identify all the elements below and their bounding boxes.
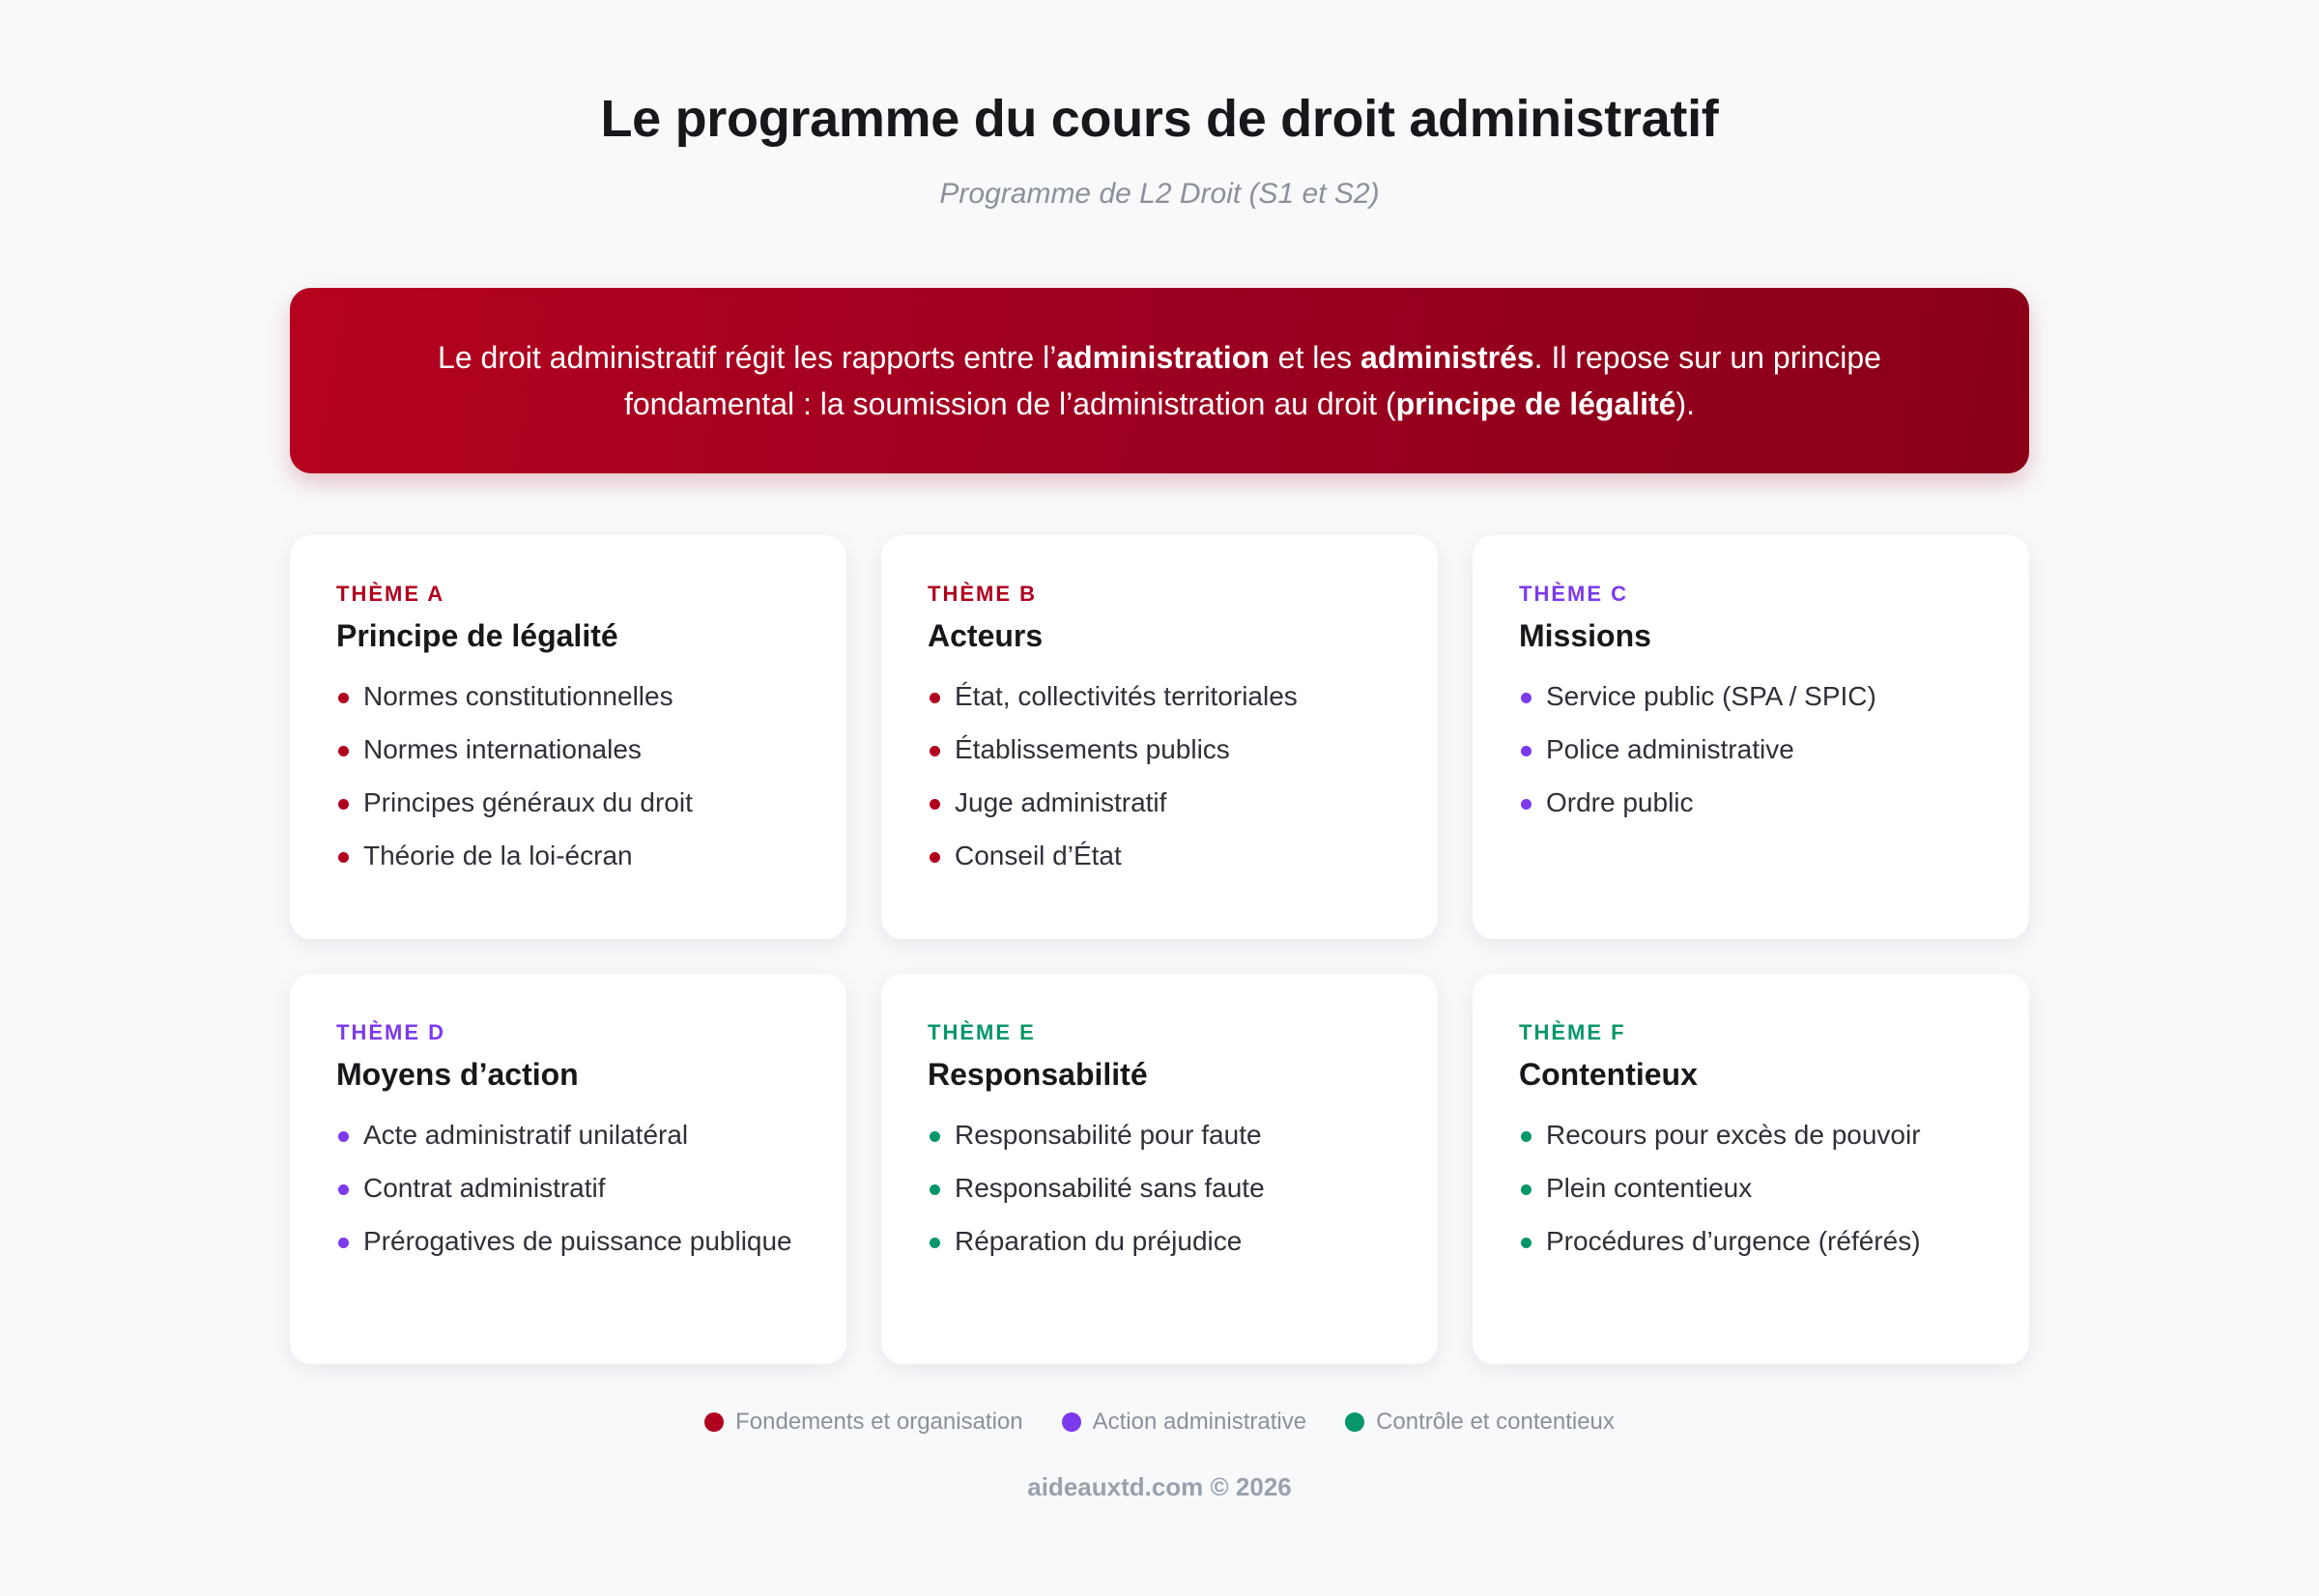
- theme-card-b: [881, 535, 1438, 939]
- theme-items: [1519, 677, 1985, 822]
- list-item-label: Normes constitutionnelles: [363, 681, 673, 711]
- bullet-dot-icon: [1521, 1131, 1532, 1142]
- theme-title: Missions: [1519, 618, 1651, 653]
- legend: [0, 1409, 2319, 1436]
- legend-label: Action administrative: [1092, 1409, 1307, 1435]
- bullet-dot-icon: [338, 746, 349, 756]
- bullet-dot-icon: [1521, 799, 1532, 810]
- theme-title: Moyens d’action: [336, 1057, 579, 1092]
- list-item-label: Réparation du préjudice: [955, 1226, 1243, 1256]
- footer-credit: aideauxtd.com © 2026: [1027, 1472, 1292, 1501]
- bullet-dot-icon: [338, 852, 349, 863]
- list-item-label: Principes généraux du droit: [363, 787, 693, 817]
- theme-tag: THÈME F: [1519, 1020, 1626, 1044]
- legend-dot-icon: [1062, 1412, 1081, 1432]
- legend-item: [1345, 1409, 1615, 1436]
- theme-items: [1519, 1116, 1985, 1261]
- list-item: [336, 1169, 802, 1208]
- intro-text-bold: administration: [1056, 340, 1270, 375]
- theme-tag: THÈME C: [1519, 582, 1628, 606]
- page-title: Le programme du cours de droit administratif: [600, 90, 1719, 148]
- list-item: [1519, 1116, 1985, 1154]
- themes-grid: [290, 535, 2029, 1364]
- bullet-dot-icon: [930, 1238, 940, 1248]
- list-item: [336, 784, 802, 822]
- list-item-label: Responsabilité sans faute: [955, 1173, 1265, 1203]
- list-item: [928, 837, 1393, 875]
- theme-items: [336, 677, 802, 875]
- theme-card-f: [1473, 974, 2029, 1364]
- list-item: [336, 1116, 802, 1154]
- list-item: [928, 1169, 1393, 1208]
- intro-text-bold: administrés: [1360, 340, 1534, 375]
- list-item-label: Contrat administratif: [363, 1173, 606, 1203]
- list-item-label: État, collectivités territoriales: [955, 681, 1298, 711]
- list-item: [928, 784, 1393, 822]
- list-item: [1519, 1169, 1985, 1208]
- bullet-dot-icon: [1521, 1238, 1532, 1248]
- list-item: [336, 837, 802, 875]
- theme-title: Principe de légalité: [336, 618, 618, 653]
- bullet-dot-icon: [1521, 693, 1532, 703]
- bullet-dot-icon: [930, 852, 940, 863]
- list-item: [1519, 730, 1985, 769]
- intro-text-part: et les: [1269, 340, 1361, 375]
- list-item: [928, 677, 1393, 716]
- list-item-label: Conseil d’État: [955, 841, 1122, 870]
- bullet-dot-icon: [930, 746, 940, 756]
- list-item-label: Responsabilité pour faute: [955, 1120, 1262, 1150]
- legend-dot-icon: [1345, 1412, 1364, 1432]
- bullet-dot-icon: [338, 1131, 349, 1142]
- theme-title: Responsabilité: [928, 1057, 1148, 1092]
- intro-text-bold: principe de légalité: [1395, 386, 1676, 421]
- intro-banner: [290, 288, 2029, 473]
- list-item: [1519, 677, 1985, 716]
- list-item-label: Établissements publics: [955, 734, 1230, 764]
- intro-text-part: ).: [1675, 386, 1696, 421]
- theme-title: Acteurs: [928, 618, 1044, 653]
- theme-title: Contentieux: [1519, 1057, 1698, 1092]
- list-item-label: Prérogatives de puissance publique: [363, 1226, 792, 1256]
- bullet-dot-icon: [338, 693, 349, 703]
- legend-item: [704, 1409, 1023, 1436]
- theme-card-e: [881, 974, 1438, 1364]
- theme-items: [928, 1116, 1393, 1261]
- theme-card-a: [290, 535, 846, 939]
- bullet-dot-icon: [930, 693, 940, 703]
- bullet-dot-icon: [338, 1238, 349, 1248]
- theme-card-c: [1473, 535, 2029, 939]
- list-item: [928, 1222, 1393, 1261]
- theme-tag: THÈME E: [928, 1020, 1036, 1044]
- legend-label: Contrôle et contentieux: [1376, 1409, 1615, 1435]
- list-item: [928, 730, 1393, 769]
- bullet-dot-icon: [930, 1131, 940, 1142]
- list-item-label: Procédures d’urgence (référés): [1546, 1226, 1921, 1256]
- theme-tag: THÈME D: [336, 1020, 445, 1044]
- theme-tag: THÈME B: [928, 582, 1037, 606]
- legend-item: [1062, 1409, 1306, 1436]
- list-item: [1519, 1222, 1985, 1261]
- bullet-dot-icon: [338, 799, 349, 810]
- intro-text-part: Le droit administratif régit les rapports entre l’: [438, 340, 1057, 375]
- list-item-label: Recours pour excès de pouvoir: [1546, 1120, 1921, 1150]
- bullet-dot-icon: [930, 1184, 940, 1195]
- theme-items: [928, 677, 1393, 875]
- bullet-dot-icon: [930, 799, 940, 810]
- legend-dot-icon: [704, 1412, 724, 1432]
- bullet-dot-icon: [338, 1184, 349, 1195]
- theme-items: [336, 1116, 802, 1261]
- list-item-label: Ordre public: [1546, 787, 1694, 817]
- list-item-label: Police administrative: [1546, 734, 1794, 764]
- legend-label: Fondements et organisation: [735, 1409, 1023, 1435]
- list-item-label: Normes internationales: [363, 734, 642, 764]
- list-item-label: Théorie de la loi-écran: [363, 841, 633, 870]
- list-item-label: Plein contentieux: [1546, 1173, 1753, 1203]
- page-subtitle: Programme de L2 Droit (S1 et S2): [939, 178, 1380, 210]
- list-item-label: Juge administratif: [955, 787, 1167, 817]
- list-item: [336, 1222, 802, 1261]
- intro-text: [386, 334, 1932, 427]
- intro-text-part: . Il repose sur un principe fondamental : la soumission de l’administration au droit (: [623, 340, 1881, 421]
- list-item: [1519, 784, 1985, 822]
- list-item-label: Service public (SPA / SPIC): [1546, 681, 1876, 711]
- bullet-dot-icon: [1521, 746, 1532, 756]
- list-item-label: Acte administratif unilatéral: [363, 1120, 689, 1150]
- bullet-dot-icon: [1521, 1184, 1532, 1195]
- list-item: [928, 1116, 1393, 1154]
- list-item: [336, 677, 802, 716]
- list-item: [336, 730, 802, 769]
- theme-tag: THÈME A: [336, 582, 445, 606]
- theme-card-d: [290, 974, 846, 1364]
